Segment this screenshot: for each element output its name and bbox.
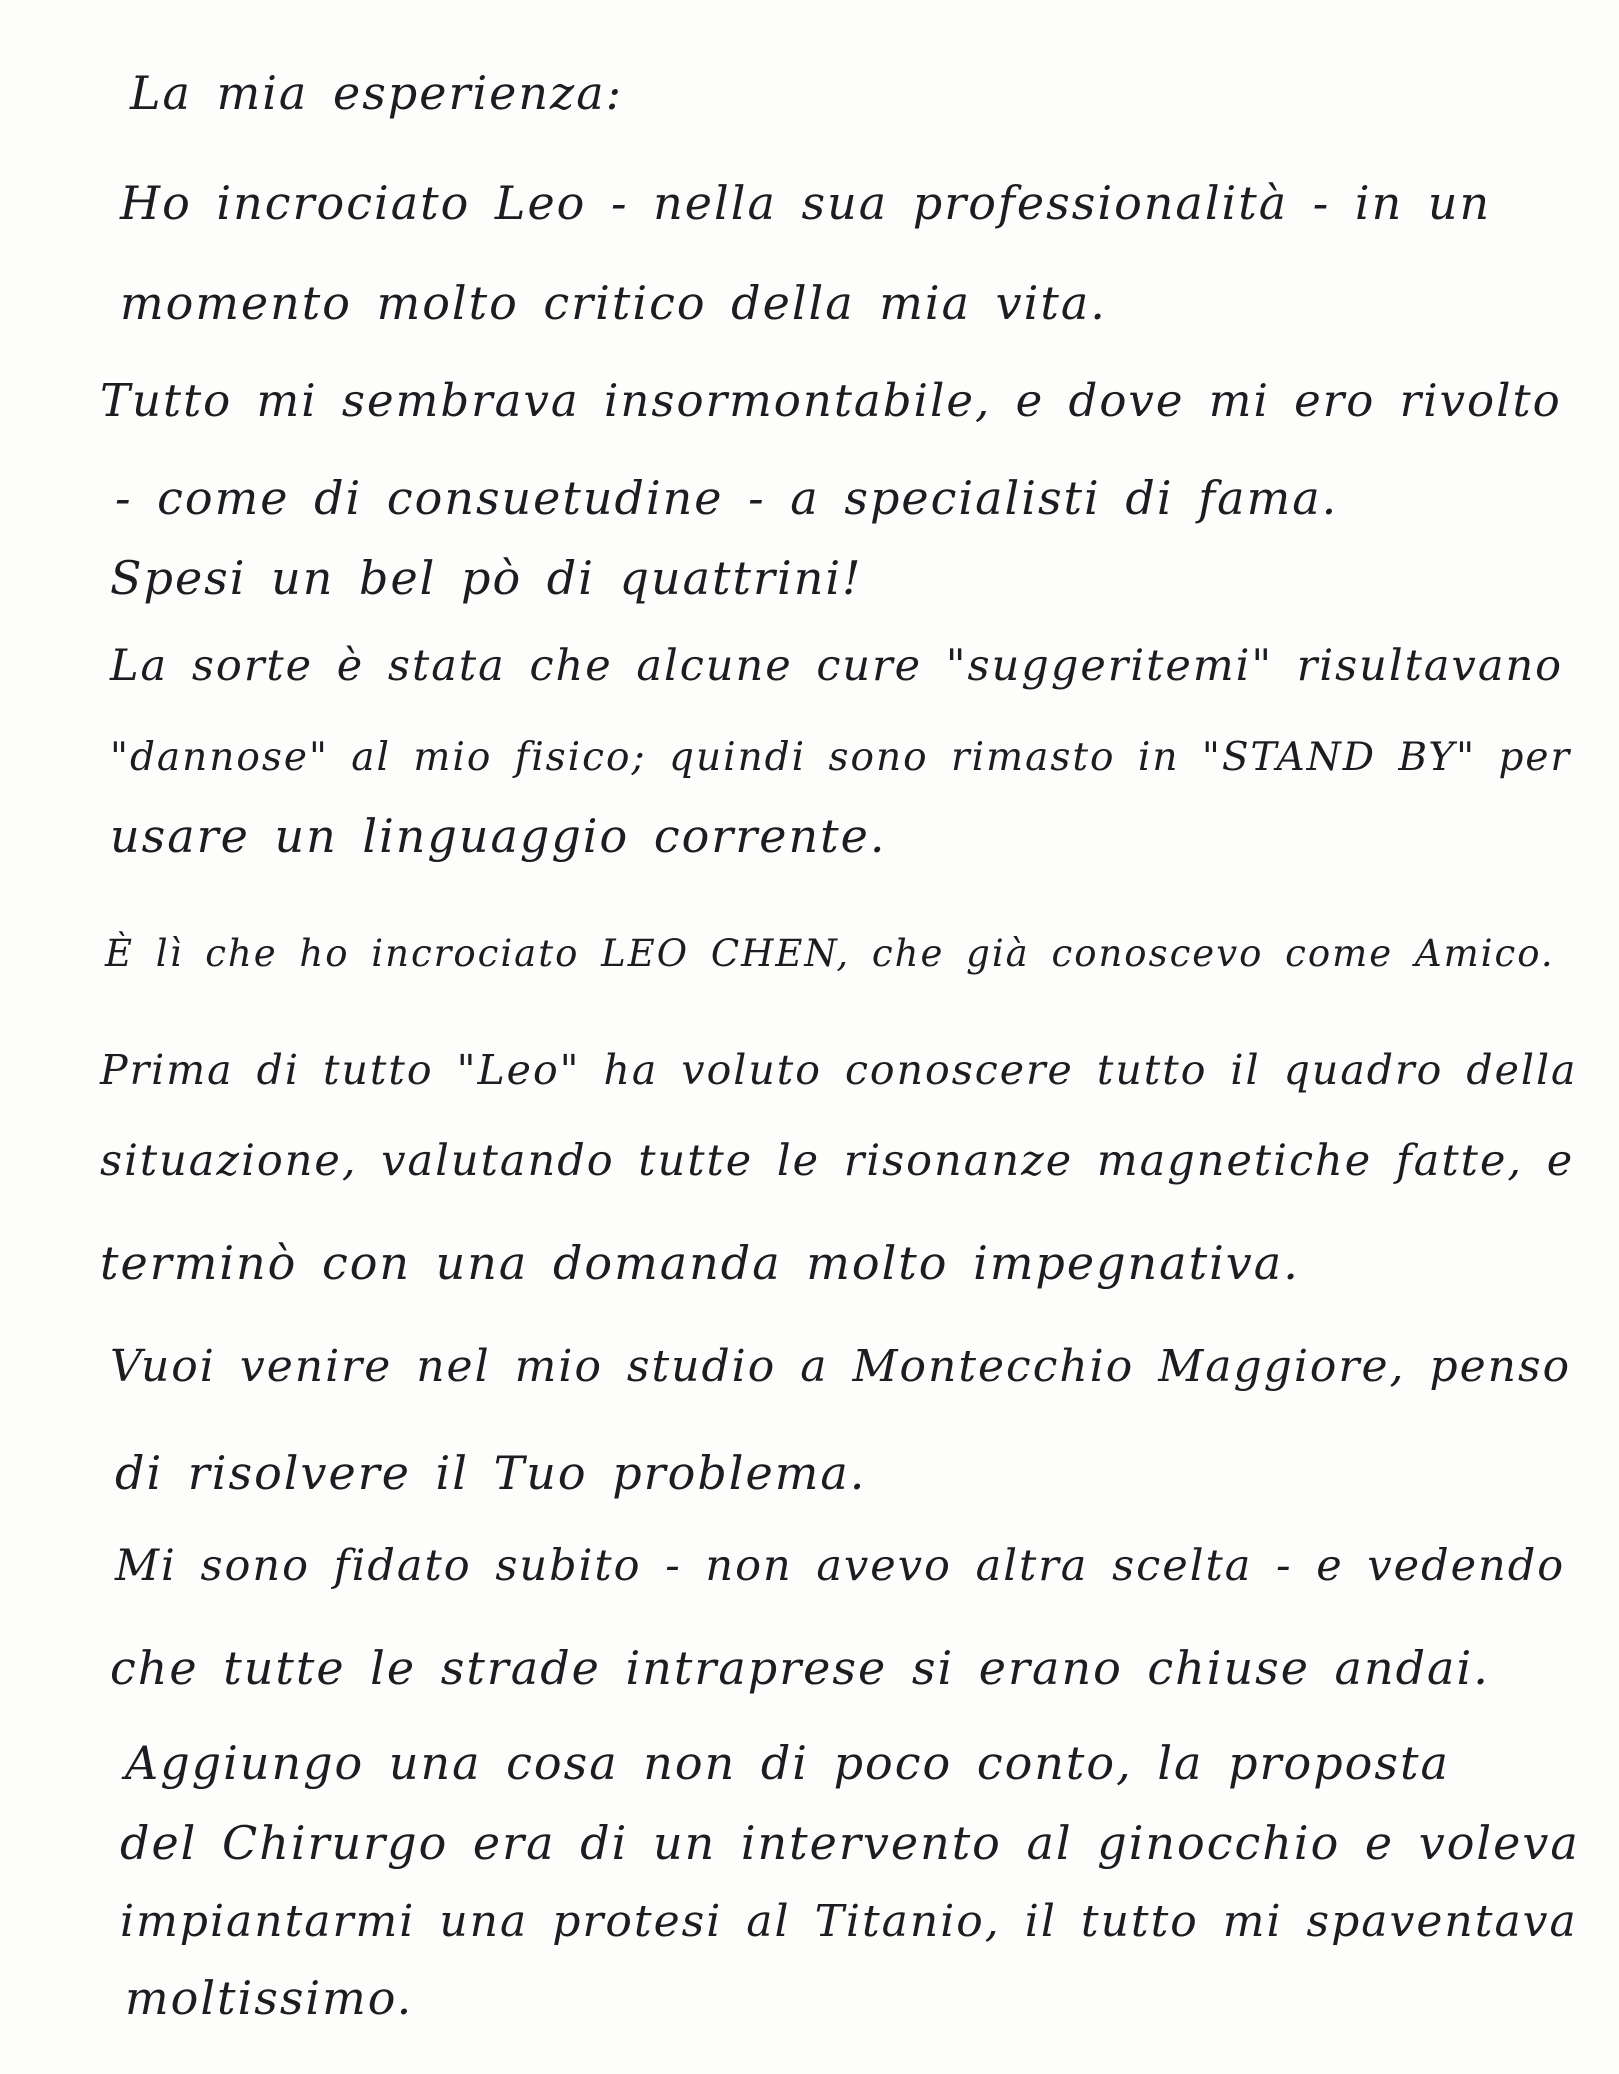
letter-line: - come di consuetudine - a specialisti di fama. [115,471,1339,525]
letter-line: Spesi un bel pò di quattrini! [110,551,863,605]
letter-line: È lì che ho incrociato LEO CHEN, che già conoscevo come Amico. [105,932,1555,975]
letter-line: Mi sono fidato subito - non avevo altra scelta - e vedendo [115,1541,1566,1591]
letter-line: moltissimo. [125,1971,414,2025]
letter-line: Ho incrociato Leo - nella sua professionalità - in un [120,176,1492,230]
letter-line: terminò con una domanda molto impegnativa. [100,1236,1300,1290]
letter-line: situazione, valutando tutte le risonanze magnetiche fatte, e [100,1136,1575,1186]
letter-line: che tutte le strade intraprese si erano chiuse andai. [110,1641,1490,1695]
letter-line: impiantarmi una protesi al Titanio, il tutto mi spaventava [120,1896,1578,1947]
letter-line: di risolvere il Tuo problema. [115,1446,867,1500]
letter-line: Tutto mi sembrava insormontabile, e dove mi ero rivolto [100,374,1562,427]
letter-line: Prima di tutto "Leo" ha voluto conoscere tutto il quadro della [100,1046,1578,1094]
letter-line: momento molto critico della mia vita. [120,276,1107,330]
letter-heading: La mia esperienza: [130,66,624,120]
letter-line: "dannose" al mio fisico; quindi sono rimasto in "STAND BY" per [110,735,1572,780]
letter-line: del Chirurgo era di un intervento al ginocchio e voleva [120,1816,1580,1870]
letter-line: Aggiungo una cosa non di poco conto, la proposta [125,1736,1450,1790]
letter-line: Vuoi venire nel mio studio a Montecchio Maggiore, penso [110,1341,1572,1392]
letter-line: La sorte è stata che alcune cure "suggeritemi" risultavano [110,641,1564,691]
letter-line: usare un linguaggio corrente. [110,809,887,863]
